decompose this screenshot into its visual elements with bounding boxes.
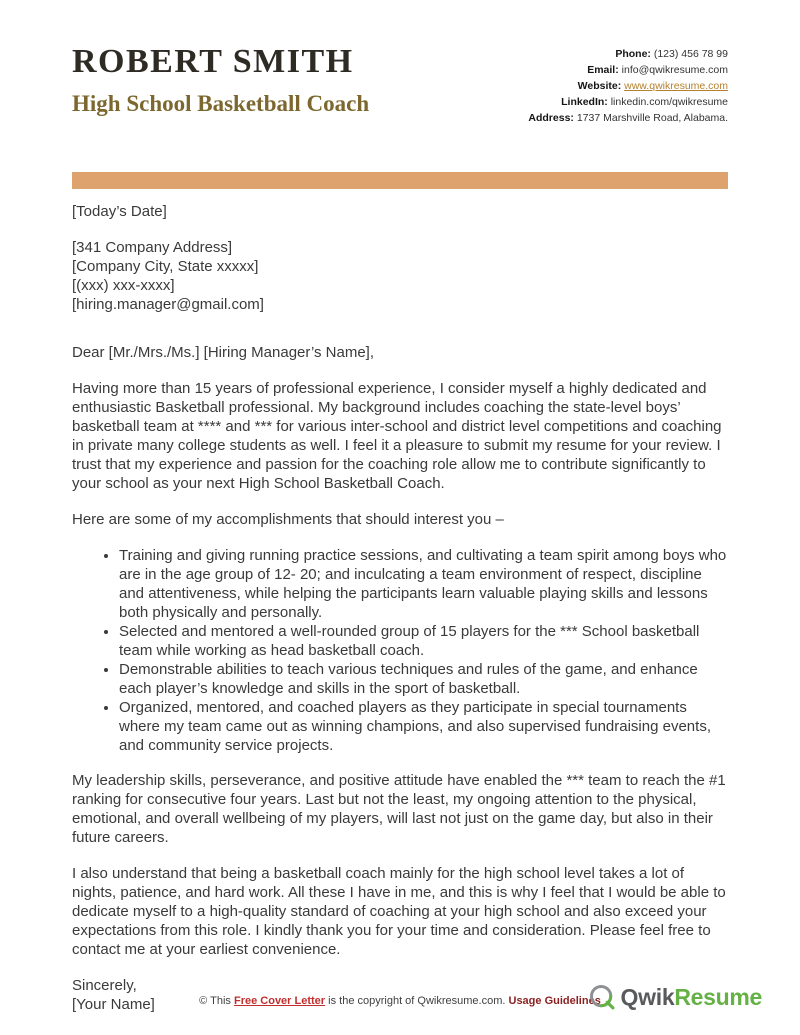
contact-label-address: Address: <box>528 112 574 124</box>
accomplishments-list <box>72 546 728 755</box>
contact-value-linkedin: linkedin.com/qwikresume <box>610 96 728 108</box>
contact-block <box>528 44 728 126</box>
logo-text-resume: Resume <box>674 983 762 1010</box>
contact-value-address: 1737 Marshville Road, Alabama. <box>576 112 728 124</box>
contact-value-phone: (123) 456 78 99 <box>653 48 728 60</box>
date-line: [Today’s Date] <box>72 203 167 220</box>
signoff: Sincerely, <box>72 977 137 994</box>
qwikresume-logo[interactable] <box>588 983 762 1011</box>
candidate-name: ROBERT SMITH <box>72 43 354 80</box>
list-item: • Training and giving running practice sessions, and cultivating a team spirit among boys who are in the age group of 12- 20; and inculcating a team environment of respect, discipline and attentiveness, while helping the participants learn valuable playing skills and lessons both physically and personally. <box>119 546 728 622</box>
contact-row-email <box>528 62 728 78</box>
paragraph-closing: I also understand that being a basketball coach mainly for the high school level takes a lot of nights, patience, and hard work. All these I have in me, and this is why I feel that I would be able to dedicate myself to a high-quality standard of coaching at your high school and also exceed your expectations from this role. I kindly thank you for your time and consideration. Please feel free to contact me at your earliest convenience. <box>72 865 726 958</box>
contact-label-email: Email: <box>587 64 619 76</box>
list-item: • Demonstrable abilities to teach various techniques and rules of the game, and enhance each player’s knowledge and skills in the sport of basketball. <box>119 660 728 698</box>
logo-text-qwik: Qwik <box>620 983 675 1010</box>
contact-row-address <box>528 110 728 126</box>
contact-label-linkedin: LinkedIn: <box>561 96 608 108</box>
paragraph-leadership: My leadership skills, perseverance, and positive attitude have enabled the *** team to reach the #1 ranking for consecutive four years. Last but not the least, my ongoing attention to the physical, emotional, and overall wellbeing of my players, will last not just on the game day, but also in their future careers. <box>72 772 726 846</box>
page-footer <box>0 983 800 1023</box>
letter-body <box>72 202 728 1014</box>
address-line-city: [Company City, State xxxxx] <box>72 258 259 275</box>
address-line-street: [341 Company Address] <box>72 239 233 256</box>
accent-bar <box>72 172 728 189</box>
accomplishments-intro: Here are some of my accomplishments that should interest you – <box>72 511 504 528</box>
contact-value-email: info@qwikresume.com <box>621 64 728 76</box>
letter-header <box>72 0 728 126</box>
address-line-email: [hiring.manager@gmail.com] <box>72 296 264 313</box>
paragraph-intro: Having more than 15 years of professional experience, I consider myself a highly dedicated and enthusiastic Basketball professional. My background includes coaching the state-level boys’ basketball team at **** and *** for various inter-school and district level competitions and coaching in private many college students as well. I feel it a pleasure to submit my resume for your review. I trust that my experience and passion for the coaching role allow me to contribute significantly to your school as your next High School Basketball Coach. <box>72 380 722 492</box>
free-cover-letter-link[interactable]: Free Cover Letter <box>233 995 326 1007</box>
copyright-prefix: © This <box>199 995 231 1007</box>
signature-name: [Your Name] <box>72 996 155 1013</box>
usage-guidelines-link[interactable]: Usage Guidelines <box>508 995 601 1007</box>
contact-row-website <box>528 78 728 94</box>
salutation: Dear [Mr./Mrs./Ms.] [Hiring Manager’s Name], <box>72 344 375 361</box>
contact-row-linkedin <box>528 94 728 110</box>
contact-label-phone: Phone: <box>615 48 651 60</box>
qwikresume-logo-icon <box>588 983 616 1011</box>
list-item: • Organized, mentored, and coached players as they participate in special tournaments where my team came out as winning champions, and also supervised fundraising events, and community service projects. <box>119 698 728 755</box>
logo-text <box>621 984 762 1011</box>
copyright-middle: is the copyright of Qwikresume.com. <box>328 995 506 1007</box>
identity-block <box>72 44 369 116</box>
list-item: • Selected and mentored a well-rounded group of 15 players for the *** School basketball team while working as head basketball coach. <box>119 622 728 660</box>
address-line-phone: [(xxx) xxx-xxxx] <box>72 277 175 294</box>
candidate-title: High School Basketball Coach <box>72 90 370 116</box>
website-link[interactable]: www.qwikresume.com <box>624 80 728 92</box>
contact-label-website: Website: <box>577 80 622 92</box>
contact-row-phone <box>528 46 728 62</box>
company-address-block <box>72 238 728 314</box>
